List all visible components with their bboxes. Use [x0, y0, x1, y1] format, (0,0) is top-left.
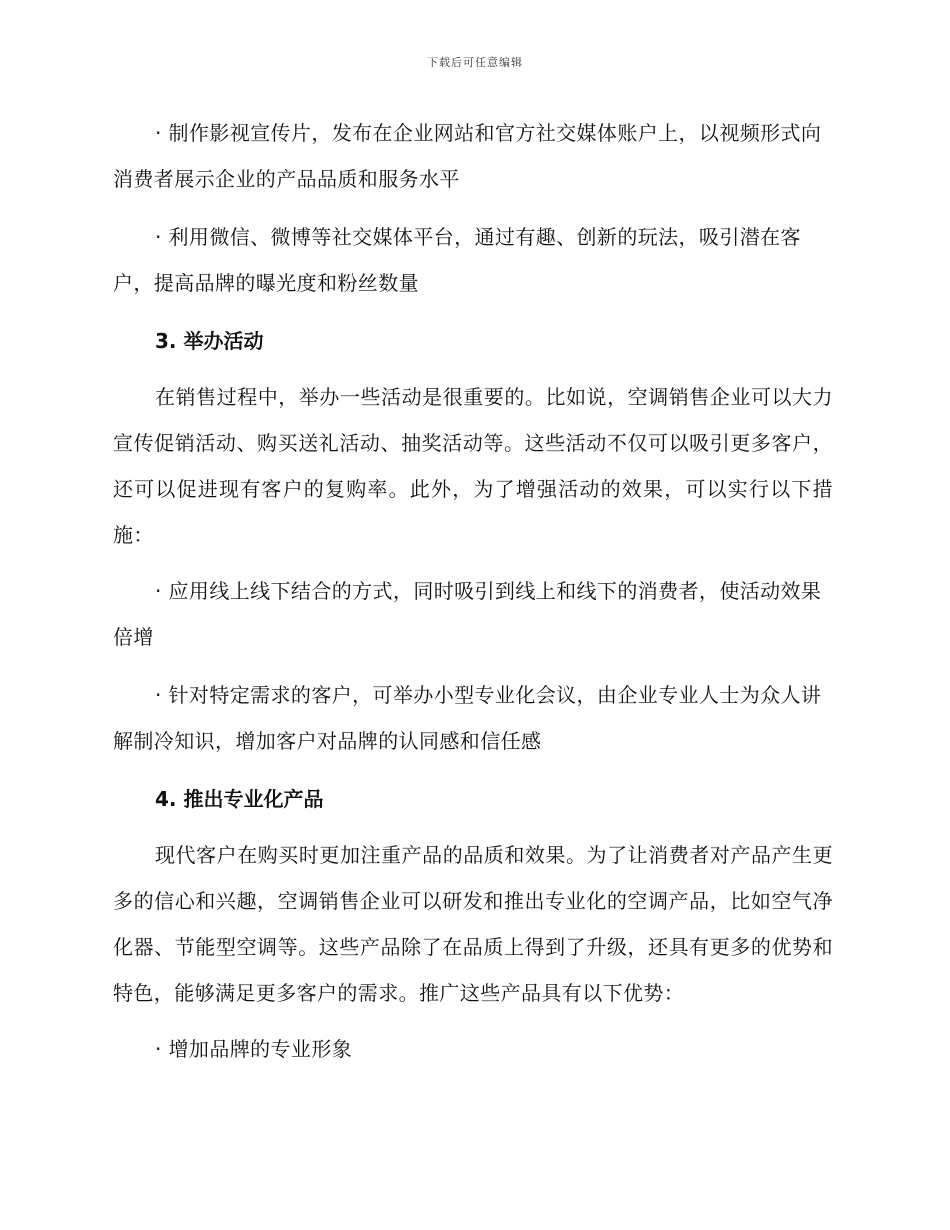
- section-heading: 4. 推出专业化产品: [155, 787, 324, 811]
- page-header: 下载后可任意编辑: [427, 56, 523, 69]
- bullet-item: · 应用线上线下结合的方式，同时吸引到线上和线下的消费者，使活动效果倍增: [113, 579, 822, 649]
- section-heading: 3. 举办活动: [155, 329, 264, 353]
- bullet-item: · 针对特定需求的客户，可举办小型专业化会议，由企业专业人士为众人讲解制冷知识，增加客户对品牌的认同感和信任感: [113, 683, 822, 753]
- paragraph: 现代客户在购买时更加注重产品的品质和效果。为了让消费者对产品产生更多的信心和兴趣，空调销售企业可以研发和推出专业化的空调产品，比如空气净化器、节能型空调等。这些产品除了在品质上得到了升级，还具有更多的优势和特色，能够满足更多客户的需求。推广这些产品具有以下优势：: [113, 843, 833, 1005]
- document-body: [113, 110, 833, 1084]
- bullet-item: · 增加品牌的专业形象: [155, 1037, 353, 1061]
- paragraph: 在销售过程中，举办一些活动是很重要的。比如说，空调销售企业可以大力宣传促销活动、购买送礼活动、抽奖活动等。这些活动不仅可以吸引更多客户，还可以促进现有客户的复购率。此外，为了增强活动的效果，可以实行以下措施：: [113, 385, 833, 547]
- bullet-item: · 制作影视宣传片，发布在企业网站和官方社交媒体账户上，以视频形式向消费者展示企业的产品品质和服务水平: [113, 121, 822, 191]
- bullet-item: · 利用微信、微博等社交媒体平台，通过有趣、创新的玩法，吸引潜在客户，提高品牌的曝光度和粉丝数量: [113, 225, 801, 295]
